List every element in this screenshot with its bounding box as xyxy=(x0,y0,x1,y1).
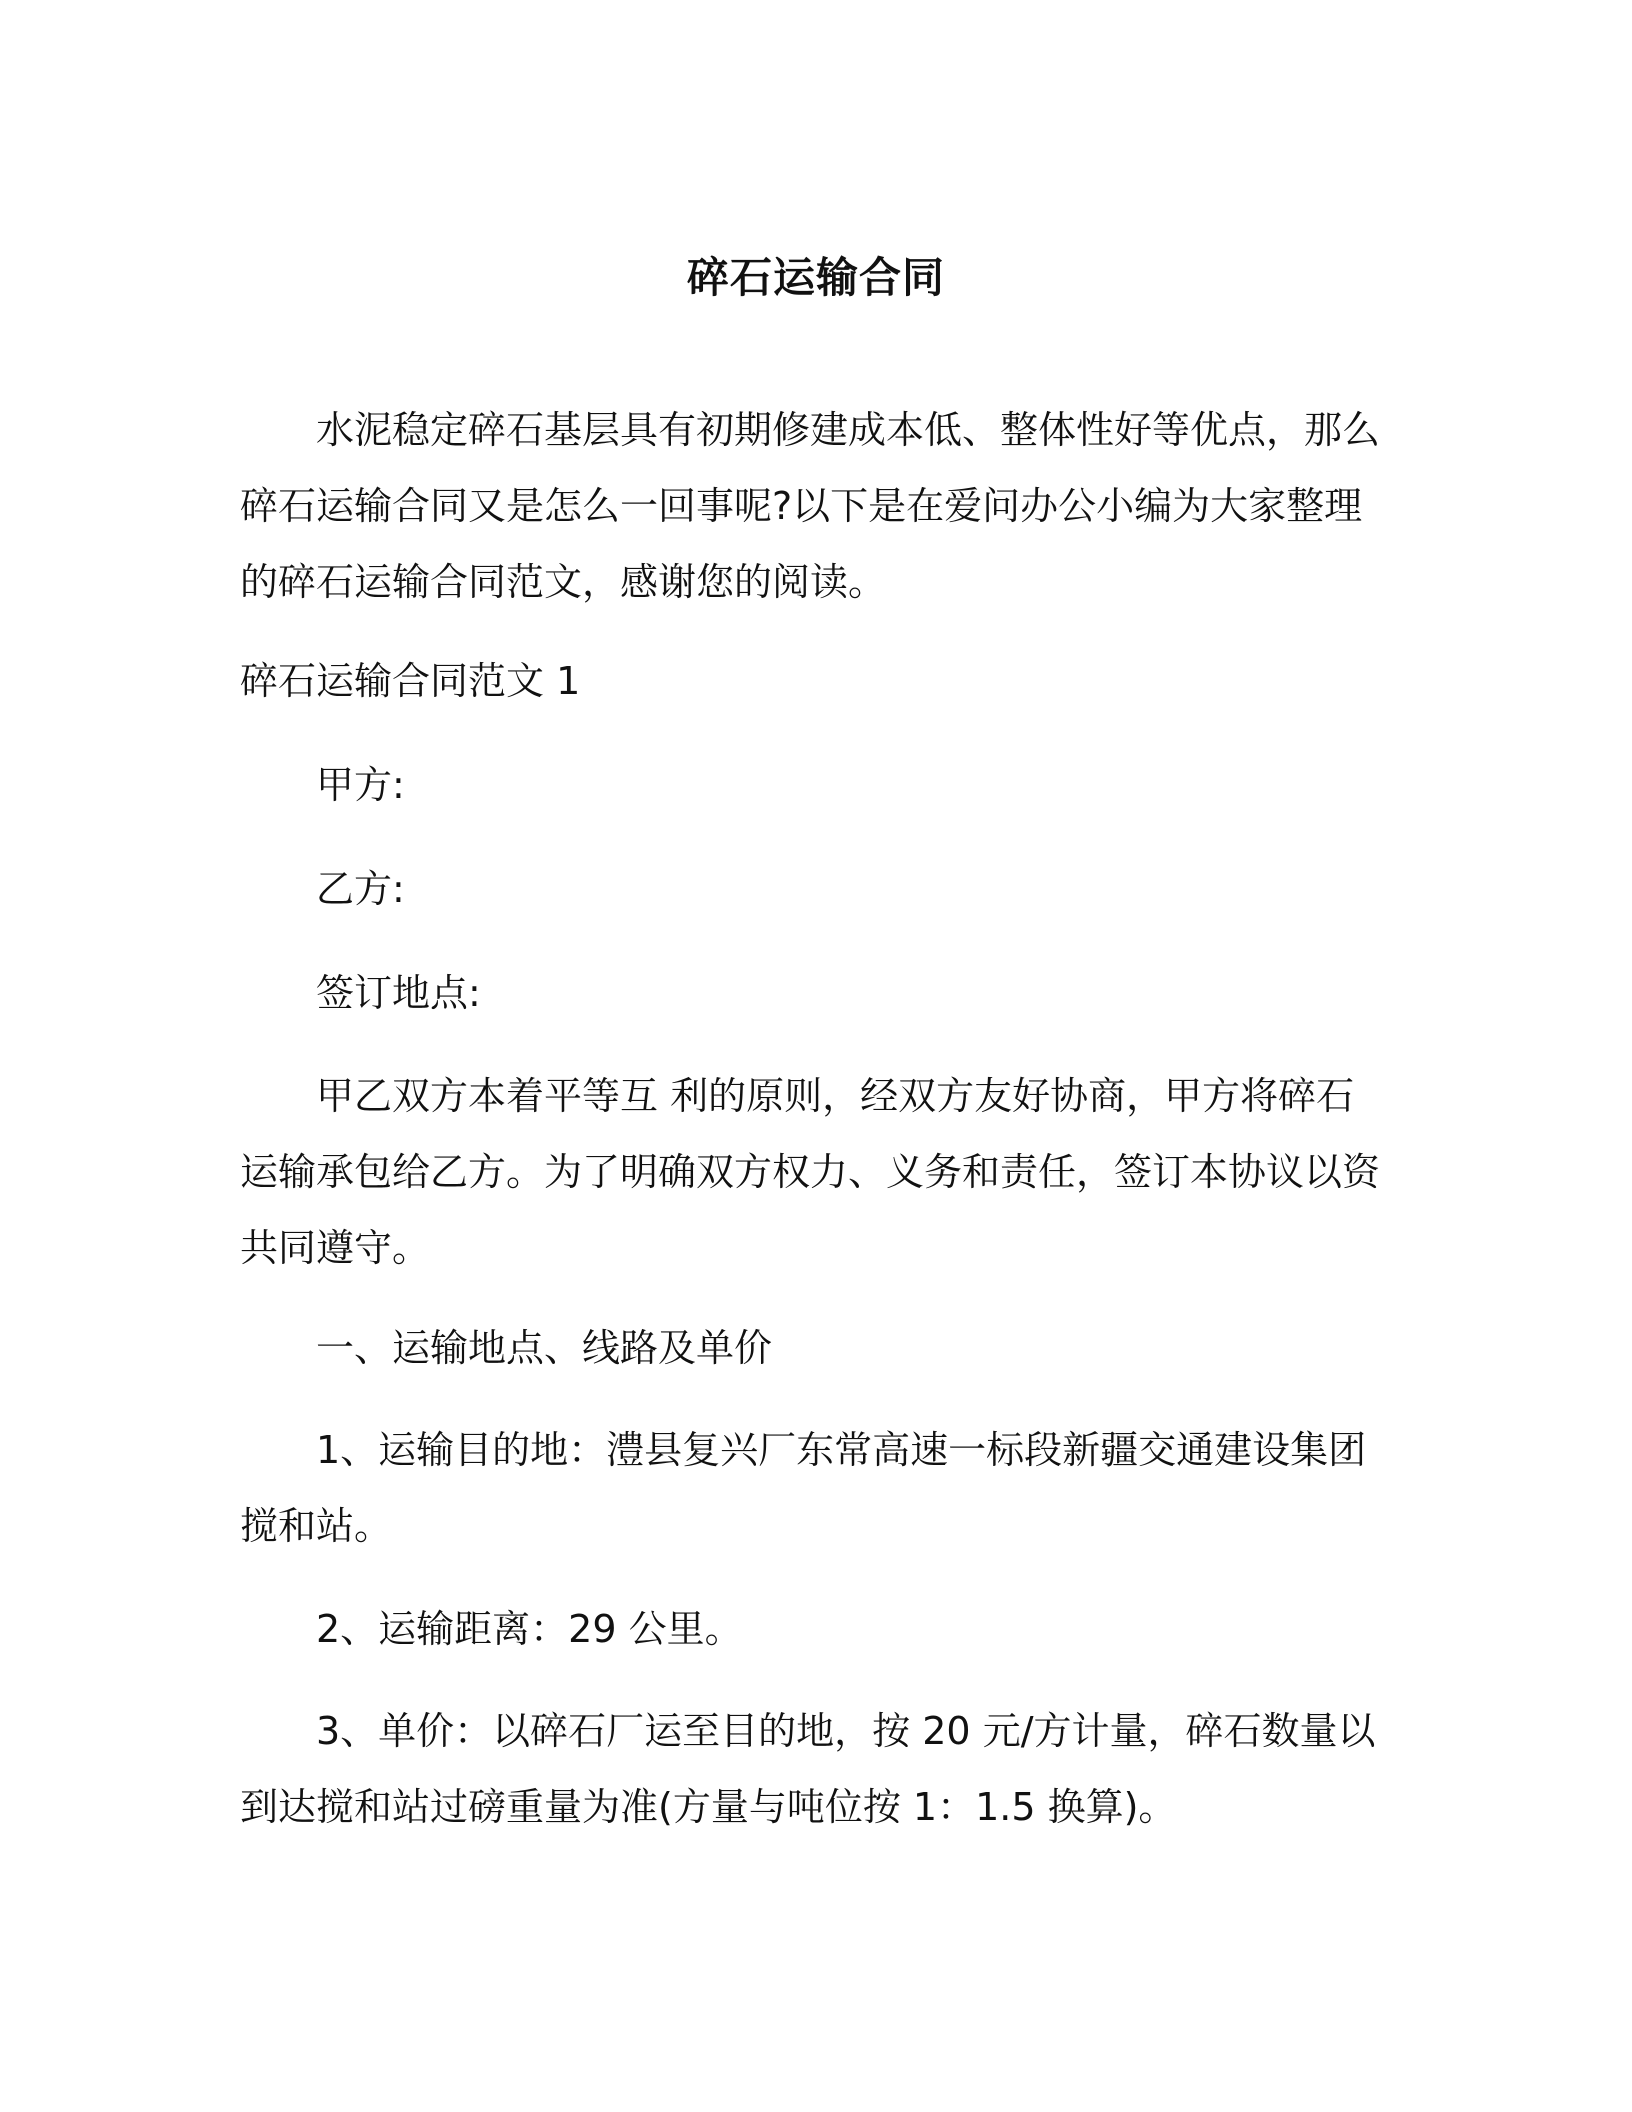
item-1-destination: 1、运输目的地：澧县复兴厂东常高速一标段新疆交通建设集团搅和站。 xyxy=(240,1428,1367,1548)
document-title: 碎石运输合同 xyxy=(686,253,945,303)
sample-heading: 碎石运输合同范文 1 xyxy=(240,659,581,703)
section-1-heading: 一、运输地点、线路及单价 xyxy=(316,1326,773,1370)
item-3-unit-price: 3、单价：以碎石厂运至目的地，按 20 元/方计量，碎石数量以到达搅和站过磅重量为准(方量与吨位按 1：1.5 换算)。 xyxy=(240,1709,1376,1829)
agreement-paragraph: 甲乙双方本着平等互 利的原则，经双方友好协商，甲方将碎石运输承包给乙方。为了明确双方权力、义务和责任，签订本协议以资共同遵守。 xyxy=(240,1074,1381,1270)
item-2-distance: 2、运输距离：29 公里。 xyxy=(316,1607,743,1651)
sign-place-field: 签订地点: xyxy=(316,971,481,1015)
party-a-field: 甲方: xyxy=(316,763,405,807)
intro-paragraph: 水泥稳定碎石基层具有初期修建成本低、整体性好等优点，那么碎石运输合同又是怎么一回事呢?以下是在爱问办公小编为大家整理的碎石运输合同范文，感谢您的阅读。 xyxy=(240,408,1381,604)
party-b-field: 乙方: xyxy=(316,867,405,911)
